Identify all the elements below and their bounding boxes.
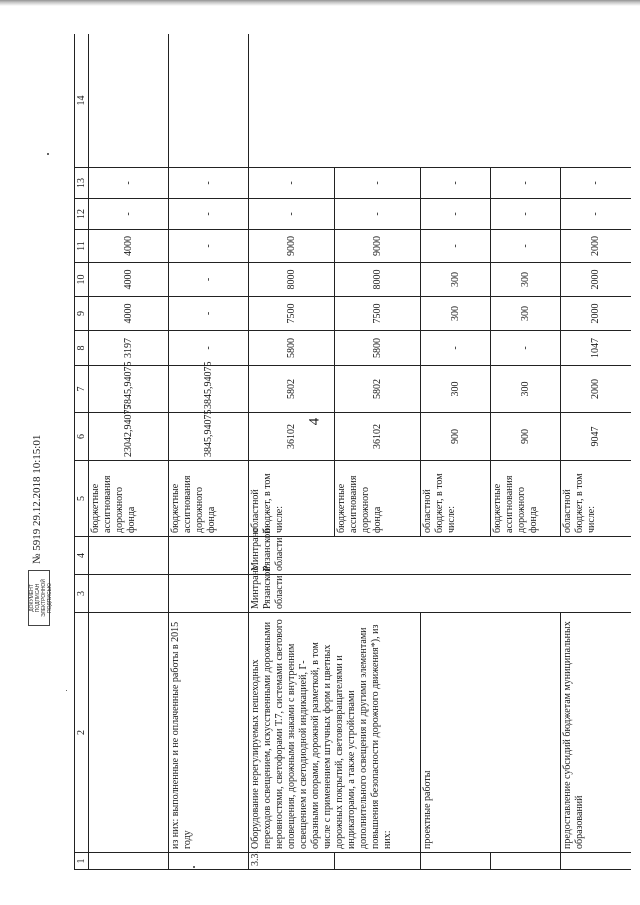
cell-total: 3845,94075 bbox=[169, 413, 249, 461]
header-cell: 13 bbox=[75, 168, 89, 199]
program-table-frame bbox=[74, 34, 631, 870]
cell-index bbox=[169, 853, 249, 870]
cell-total: 36102 bbox=[335, 413, 421, 461]
cell-executor bbox=[169, 575, 249, 613]
cell-year-4: 2000 bbox=[561, 263, 632, 297]
cell-year-6: - bbox=[421, 199, 491, 230]
cell-year-4: 8000 bbox=[335, 263, 421, 297]
cell-year-2: 3197 bbox=[89, 331, 169, 366]
cell-year-3: 7500 bbox=[249, 297, 335, 331]
cell-year-1: 300 bbox=[491, 366, 561, 413]
cell-year-5: - bbox=[421, 230, 491, 263]
cell-year-5: 9000 bbox=[249, 230, 335, 263]
cell-funding-source: областной бюджет, в том числе: bbox=[421, 461, 491, 537]
header-cell: 5 bbox=[75, 461, 89, 537]
cell-year-5: 4000 bbox=[89, 230, 169, 263]
cell-activity: проектные работы bbox=[421, 613, 561, 853]
cell-year-1: 5802 bbox=[249, 366, 335, 413]
table-header-row bbox=[75, 34, 89, 870]
cell-year-7: - bbox=[561, 168, 632, 199]
program-table-landscape bbox=[74, 34, 631, 870]
cell-result bbox=[89, 34, 169, 168]
cell-index bbox=[561, 853, 632, 870]
cell-year-1: 300 bbox=[421, 366, 491, 413]
header-cell: 1 bbox=[75, 853, 89, 870]
cell-year-7: - bbox=[335, 168, 421, 199]
cell-year-7: - bbox=[169, 168, 249, 199]
cell-index bbox=[89, 853, 169, 870]
cell-year-6: - bbox=[561, 199, 632, 230]
cell-year-7: - bbox=[491, 168, 561, 199]
cell-year-5: 2000 bbox=[561, 230, 632, 263]
cell-year-6: - bbox=[89, 199, 169, 230]
cell-index bbox=[421, 853, 491, 870]
cell-year-6: - bbox=[491, 199, 561, 230]
cell-year-2: 1047 bbox=[561, 331, 632, 366]
cell-year-1: 7845,94075 bbox=[89, 366, 169, 413]
cell-total: 36102 bbox=[249, 413, 335, 461]
header-cell: 3 bbox=[75, 575, 89, 613]
cell-year-2: - bbox=[491, 331, 561, 366]
cell-index: 3.3. bbox=[249, 853, 335, 870]
header-cell: 9 bbox=[75, 297, 89, 331]
program-table bbox=[74, 34, 631, 870]
cell-year-7: - bbox=[89, 168, 169, 199]
header-cell: 6 bbox=[75, 413, 89, 461]
cell-total: 900 bbox=[421, 413, 491, 461]
cell-year-3: 2000 bbox=[561, 297, 632, 331]
table-row bbox=[249, 34, 335, 870]
scan-speck bbox=[47, 153, 49, 155]
cell-year-4: 4000 bbox=[89, 263, 169, 297]
header-cell: 7 bbox=[75, 366, 89, 413]
cell-total: 900 bbox=[491, 413, 561, 461]
cell-funding-source: областной бюджет, в том числе: bbox=[249, 461, 335, 537]
scan-speck bbox=[66, 690, 67, 691]
header-cell: 11 bbox=[75, 230, 89, 263]
cell-year-7: - bbox=[421, 168, 491, 199]
cell-year-3: - bbox=[169, 297, 249, 331]
cell-year-6: - bbox=[169, 199, 249, 230]
header-cell: 12 bbox=[75, 199, 89, 230]
header-cell: 14 bbox=[75, 34, 89, 168]
cell-activity bbox=[89, 613, 169, 853]
cell-year-3: 4000 bbox=[89, 297, 169, 331]
cell-result bbox=[249, 34, 632, 168]
cell-year-4: 300 bbox=[491, 263, 561, 297]
cell-customer bbox=[169, 537, 249, 575]
cell-index bbox=[491, 853, 561, 870]
cell-activity: Оборудование нерегулируемых пешеходных переходов освещением, искусственными дорожными неровностями, светофорами Т.7, системами светового оповещения, дорожными знаками с внутренним освещением и светодиодной индикацией, Г-образными опорами, дорожной разметкой, в том числе с применением штучных форм и цветных дорожных покрытий, световозвращателями и индикаторами, а также устройствами дополнительного освещения и другими элементами повышения безопасности дорожного движения*), из них: bbox=[249, 613, 421, 853]
cell-customer: Минтранс Рязанской области bbox=[249, 537, 632, 575]
scan-edge-shadow bbox=[0, 0, 640, 6]
cell-year-2: 5800 bbox=[335, 331, 421, 366]
header-cell: 10 bbox=[75, 263, 89, 297]
cell-year-7: - bbox=[249, 168, 335, 199]
cell-activity: из них: выполненные и не оплаченные работы в 2015 году bbox=[169, 613, 249, 853]
registration-stamp bbox=[28, 356, 53, 626]
cell-year-5: - bbox=[169, 230, 249, 263]
header-cell: 4 bbox=[75, 537, 89, 575]
cell-year-1: 2000 bbox=[561, 366, 632, 413]
cell-year-3: 300 bbox=[491, 297, 561, 331]
cell-year-2: - bbox=[169, 331, 249, 366]
page-number: 4 bbox=[306, 417, 323, 426]
cell-funding-source: бюджетные ассигнования дорожного фонда bbox=[169, 461, 249, 537]
cell-year-3: 300 bbox=[421, 297, 491, 331]
cell-year-2: - bbox=[421, 331, 491, 366]
cell-funding-source: бюджетные ассигнования дорожного фонда bbox=[335, 461, 421, 537]
cell-index bbox=[335, 853, 421, 870]
cell-year-1: 3845,94075 bbox=[169, 366, 249, 413]
cell-year-5: 9000 bbox=[335, 230, 421, 263]
table-row bbox=[169, 34, 249, 870]
cell-year-3: 7500 bbox=[335, 297, 421, 331]
header-cell: 2 bbox=[75, 613, 89, 853]
cell-funding-source: областной бюджет, в том числе: bbox=[561, 461, 632, 537]
cell-year-1: 5802 bbox=[335, 366, 421, 413]
cell-customer bbox=[89, 537, 169, 575]
e-signature-box: ДОКУМЕНТ ПОДПИСАН ЭЛЕКТРОННОЙ ПОДПИСЬЮ bbox=[28, 570, 50, 626]
table-row bbox=[89, 34, 169, 870]
header-cell: 8 bbox=[75, 331, 89, 366]
cell-year-4: - bbox=[169, 263, 249, 297]
cell-year-6: - bbox=[249, 199, 335, 230]
cell-year-4: 300 bbox=[421, 263, 491, 297]
registration-number: № 5919 29.12.2018 10:15:01 bbox=[31, 434, 43, 564]
cell-total: 23042,94075 bbox=[89, 413, 169, 461]
cell-year-6: - bbox=[335, 199, 421, 230]
cell-year-4: 8000 bbox=[249, 263, 335, 297]
cell-executor bbox=[89, 575, 169, 613]
cell-funding-source: бюджетные ассигнования дорожного фонда bbox=[89, 461, 169, 537]
cell-funding-source: бюджетные ассигнования дорожного фонда bbox=[491, 461, 561, 537]
cell-executor: Минтранс Рязанской области bbox=[249, 575, 632, 613]
cell-activity: предоставление субсидий бюджетам муниципальных образований bbox=[561, 613, 632, 853]
cell-year-5: - bbox=[491, 230, 561, 263]
cell-year-2: 5800 bbox=[249, 331, 335, 366]
cell-result bbox=[169, 34, 249, 168]
cell-total: 9047 bbox=[561, 413, 632, 461]
